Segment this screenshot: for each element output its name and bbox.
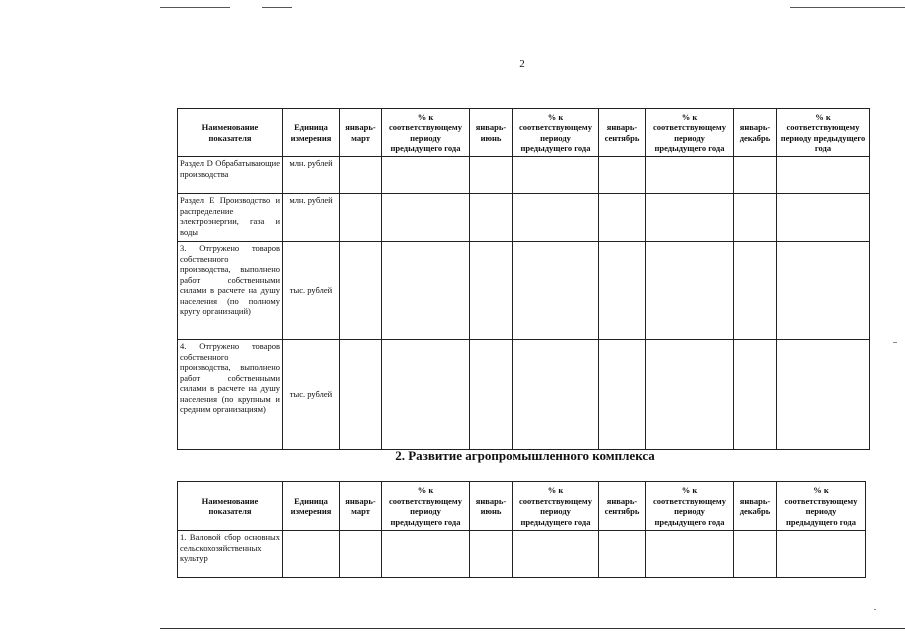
value-cell bbox=[340, 242, 382, 340]
value-cell bbox=[777, 157, 870, 194]
value-cell bbox=[382, 242, 470, 340]
header-indicator: Наименование показателя bbox=[178, 482, 283, 531]
row-unit: млн. рублей bbox=[283, 157, 340, 194]
value-cell bbox=[382, 194, 470, 242]
row-name: 1. Валовой сбор основных сельскохозяйственных культур bbox=[178, 531, 283, 578]
header-year-percent: % к соответствующему периоду предыдущего года bbox=[777, 482, 866, 531]
row-name: Раздел D Обрабатывающие производства bbox=[178, 157, 283, 194]
header-9m: январь-сентябрь bbox=[599, 109, 646, 157]
scan-line-top-short bbox=[262, 7, 292, 8]
header-q1-percent: % к соответствующему периоду предыдущего года bbox=[382, 482, 470, 531]
table-industry bbox=[177, 108, 870, 450]
table-row bbox=[178, 531, 866, 578]
value-cell bbox=[646, 531, 734, 578]
row-unit: тыс. рублей bbox=[283, 340, 340, 450]
value-cell bbox=[340, 194, 382, 242]
value-cell bbox=[382, 531, 470, 578]
table-agro bbox=[177, 481, 866, 578]
row-name: 4. Отгружено товаров собственного производства, выполнено работ собственными силами в расчете на душу населения (по крупным и средним организациям) bbox=[178, 340, 283, 450]
row-unit: тыс. рублей bbox=[283, 242, 340, 340]
header-h1-percent: % к соответствующему периоду предыдущего года bbox=[513, 109, 599, 157]
value-cell bbox=[599, 194, 646, 242]
value-cell bbox=[646, 340, 734, 450]
scan-line-bottom bbox=[160, 628, 905, 629]
header-unit: Единица измерения bbox=[283, 109, 340, 157]
row-name: 3. Отгружено товаров собственного производства, выполнено работ собственными силами в расчете на душу населения (по полному кругу организаций) bbox=[178, 242, 283, 340]
value-cell bbox=[470, 157, 513, 194]
header-9m: январь-сентябрь bbox=[599, 482, 646, 531]
header-indicator: Наименование показателя bbox=[178, 109, 283, 157]
table-row bbox=[178, 242, 870, 340]
header-h1: январь-июнь bbox=[470, 482, 513, 531]
value-cell bbox=[777, 531, 866, 578]
value-cell bbox=[513, 194, 599, 242]
row-unit: млн. рублей bbox=[283, 194, 340, 242]
value-cell bbox=[470, 194, 513, 242]
table-row bbox=[178, 340, 870, 450]
value-cell bbox=[777, 242, 870, 340]
value-cell bbox=[646, 194, 734, 242]
scan-speck bbox=[874, 609, 876, 610]
value-cell bbox=[646, 242, 734, 340]
value-cell bbox=[646, 157, 734, 194]
section-title: 2. Развитие агропромышленного комплекса bbox=[395, 448, 655, 463]
table-row bbox=[178, 194, 870, 242]
value-cell bbox=[470, 531, 513, 578]
row-name: Раздел E Производство и распределение электроэнергии, газа и воды bbox=[178, 194, 283, 242]
header-q1-percent: % к соответствующему периоду предыдущего года bbox=[382, 109, 470, 157]
value-cell bbox=[599, 157, 646, 194]
row-unit bbox=[283, 531, 340, 578]
value-cell bbox=[382, 157, 470, 194]
value-cell bbox=[734, 242, 777, 340]
value-cell bbox=[340, 157, 382, 194]
value-cell bbox=[513, 157, 599, 194]
value-cell bbox=[340, 531, 382, 578]
header-q1: январь-март bbox=[340, 109, 382, 157]
table-row bbox=[178, 157, 870, 194]
header-year: январь-декабрь bbox=[734, 482, 777, 531]
header-year: январь-декабрь bbox=[734, 109, 777, 157]
header-9m-percent: % к соответствующему периоду предыдущего года bbox=[646, 482, 734, 531]
value-cell bbox=[734, 340, 777, 450]
value-cell bbox=[470, 340, 513, 450]
value-cell bbox=[470, 242, 513, 340]
value-cell bbox=[734, 157, 777, 194]
value-cell bbox=[382, 340, 470, 450]
header-h1-percent: % к соответствующему периоду предыдущего года bbox=[513, 482, 599, 531]
value-cell bbox=[599, 242, 646, 340]
value-cell bbox=[513, 340, 599, 450]
value-cell bbox=[734, 194, 777, 242]
scan-line-top-right bbox=[790, 7, 905, 8]
page-number: 2 bbox=[519, 58, 525, 70]
value-cell bbox=[777, 340, 870, 450]
value-cell bbox=[513, 242, 599, 340]
value-cell bbox=[599, 340, 646, 450]
scan-speck bbox=[893, 342, 897, 343]
value-cell bbox=[513, 531, 599, 578]
header-q1: январь-март bbox=[340, 482, 382, 531]
scan-line-top bbox=[160, 7, 230, 8]
header-h1: январь-июнь bbox=[470, 109, 513, 157]
header-9m-percent: % к соответствующему периоду предыдущего года bbox=[646, 109, 734, 157]
value-cell bbox=[777, 194, 870, 242]
value-cell bbox=[734, 531, 777, 578]
value-cell bbox=[340, 340, 382, 450]
value-cell bbox=[599, 531, 646, 578]
header-unit: Единица измерения bbox=[283, 482, 340, 531]
header-year-percent: % к соответствующему периоду предыдущего года bbox=[777, 109, 870, 157]
